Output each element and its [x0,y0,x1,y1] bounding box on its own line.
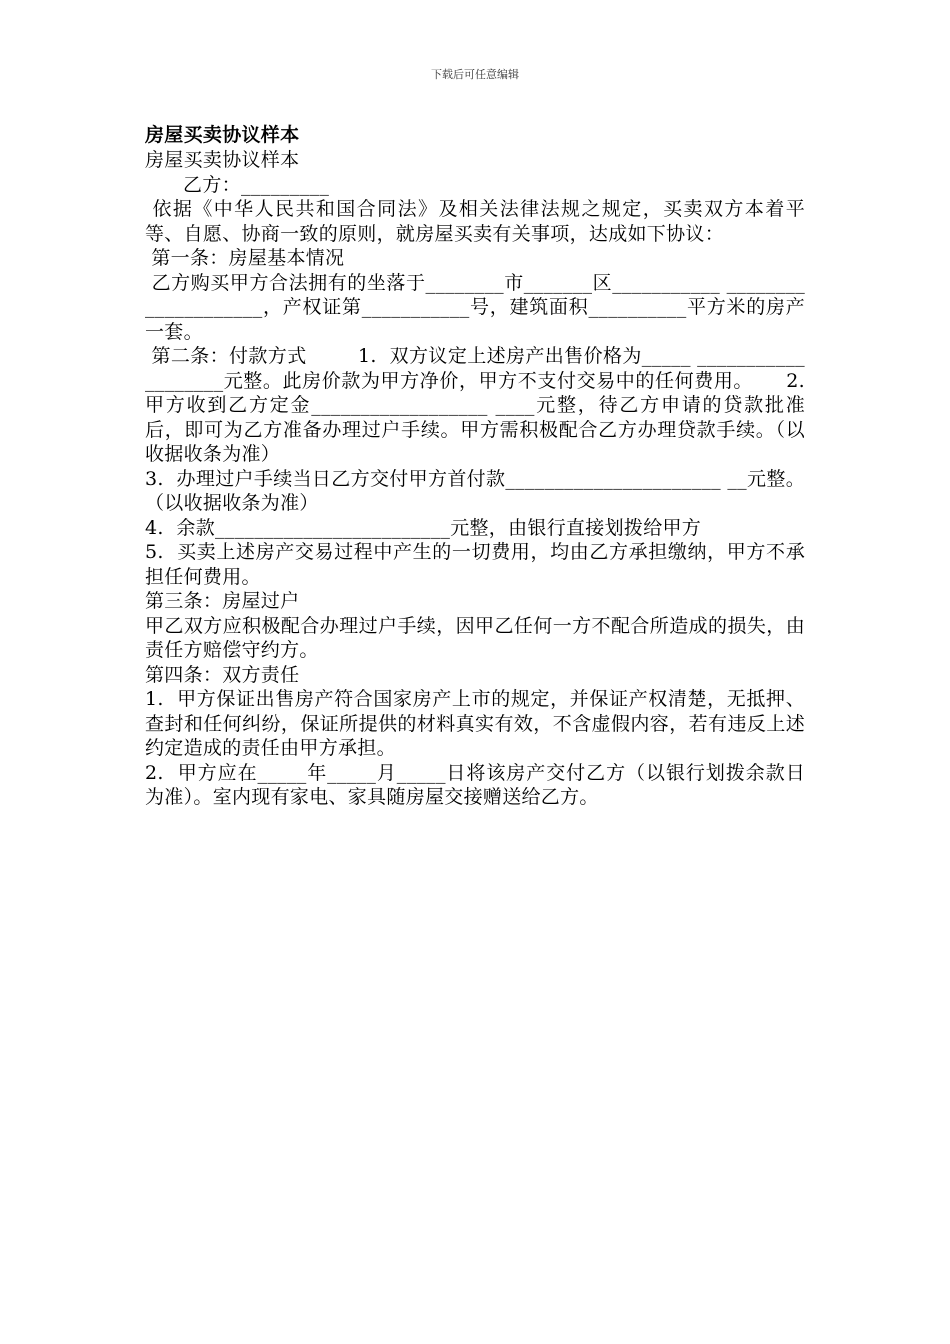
article-2-item-3: 3. 办理过户手续当日乙方交付甲方首付款______________________ __元整。（以收据收条为准） [145,467,805,514]
article-1-heading: 第一条：房屋基本情况 [145,247,345,269]
article-2-body: 第二条：付款方式 1. 双方议定上述房产出售价格为_____ ___________________元整。此房价款为甲方净价，甲方不支付交易中的任何费用。 2. 甲方收到乙方定金__________________ ____元整，待乙方申请的贷款批准后，即可为乙方准备办理过户手续。甲方需积极配合乙方办理贷款手续。（以收据收条为准） [145,345,818,465]
preamble-paragraph: 依据《中华人民共和国合同法》及相关法律法规之规定，买卖双方本着平等、自愿、协商一致的原则，就房屋买卖有关事项，达成如下协议： [145,198,805,245]
article-4-item-2: 2. 甲方应在_____年_____月_____日将该房产交付乙方（以银行划拨余款日为准）。室内现有家电、家具随房屋交接赠送给乙方。 [145,761,805,808]
article-4-heading: 第四条：双方责任 [145,663,300,686]
document-body [145,122,818,810]
party-b-line: 乙方：_________ [145,173,330,196]
article-2-item-5: 5. 买卖上述房产交易过程中产生的一切费用，均由乙方承担缴纳，甲方不承担任何费用。 [145,541,805,588]
article-1-body: 乙方购买甲方合法拥有的坐落于________市_______区___________ ____________________，产权证第___________号，建筑面积__________平方米的房产一套。 [145,271,805,343]
document-subtitle: 房屋买卖协议样本 [145,149,300,171]
document-title: 房屋买卖协议样本 [145,124,300,146]
article-3-heading: 第三条：房屋过户 [145,590,300,612]
article-4-item-1: 1. 甲方保证出售房产符合国家房产上市的规定，并保证产权清楚，无抵押、查封和任何纠纷，保证所提供的材料真实有效，不含虚假内容，若有违反上述约定造成的责任由甲方承担。 [145,688,805,759]
article-3-body: 甲乙双方应积极配合办理过户手续，因甲乙任何一方不配合所造成的损失，由责任方赔偿守约方。 [145,614,805,661]
article-2-item-4: 4. 余款________________________元整，由银行直接划拨给甲方 [145,516,702,539]
page-header-note: 下载后可任意编辑 [431,68,519,81]
